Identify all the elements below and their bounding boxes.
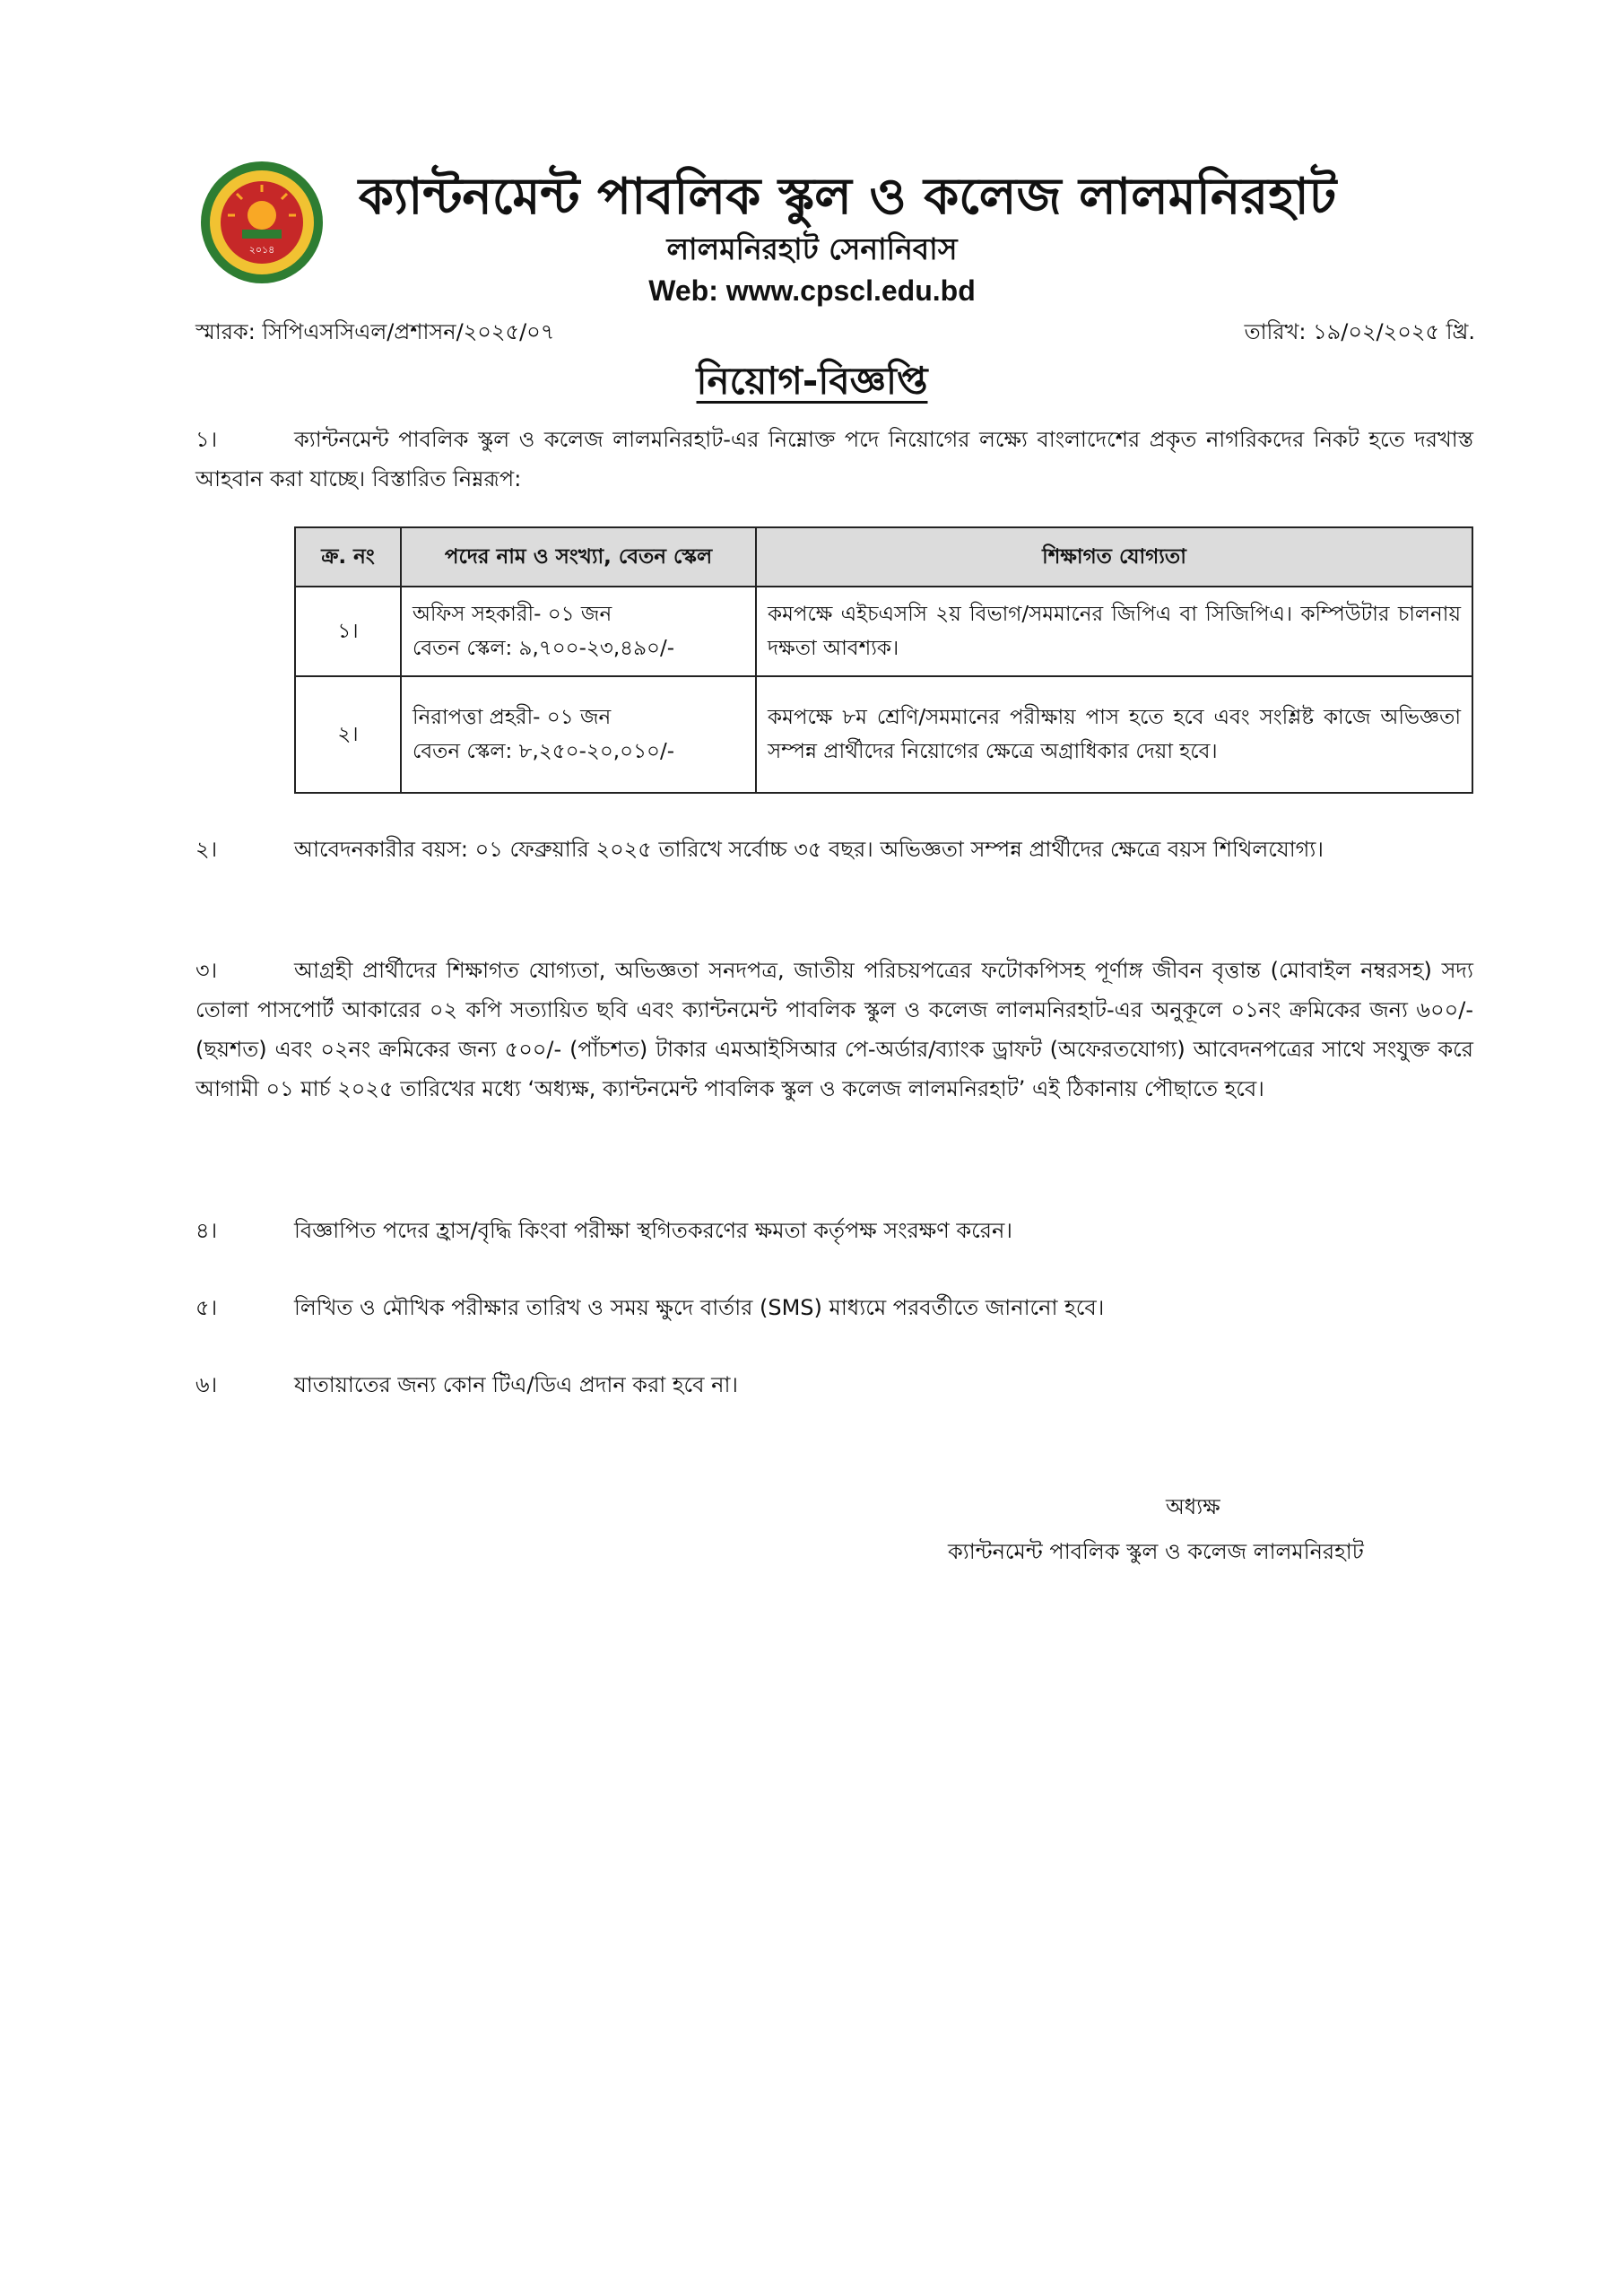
post-name: নিরাপত্তা প্রহরী- ০১ জন — [413, 706, 612, 729]
notice-date: তারিখ: ১৯/০২/২০২৫ খ্রি. — [1244, 319, 1475, 344]
paragraph-number: ১। — [195, 427, 218, 452]
paragraph-text: আগ্রহী প্রার্থীদের শিক্ষাগত যোগ্যতা, অভিজ্ঞতা সনদপত্র, জাতীয় পরিচয়পত্রের ফটোকপিসহ পূর্ণাঙ্গ জীবন বৃত্তান্ত (মোবাইল নম্বরসহ) সদ্য তোলা পাসপোর্ট আকারের ০২ কপি সত্যায়িত ছবি এবং ক্যান্টনমেন্ট পাবলিক স্কুল ও কলেজ লালমনিরহাট-এর অনুকূলে ০১নং ক্রমিকের জন্য ৬০০/- (ছয়শত) এবং ০২নং ক্রমিকের জন্য ৫০০/- (পাঁচশত) টাকার এমআইসিআর পে-অর্ডার/ব্যাংক ড্রাফট (অফেরতযোগ্য) আবেদনপত্রের সাথে সংযুক্ত করে আগামী ০১ মার্চ ২০২৫ তারিখের মধ্যে ‘অধ্যক্ষ, ক্যান্টনমেন্ট পাবলিক স্কুল ও কলেজ লালমনিরহাট’ এই ঠিকানায় পৌছাতে হবে। — [195, 958, 1473, 1101]
paragraph-4 — [195, 1211, 1012, 1250]
row-serial: ২। — [295, 676, 401, 793]
notice-title: নিয়োগ-বিজ্ঞপ্তি — [696, 359, 928, 403]
post-name: অফিস সহকারী- ০১ জন — [413, 603, 612, 626]
memo-number: স্মারক: সিপিএসসিএল/প্রশাসন/২০২৫/০৭ — [195, 319, 555, 344]
paragraph-number: ৩। — [195, 958, 218, 983]
paragraph-5 — [195, 1288, 1104, 1327]
signatory-organization: ক্যান্টনমেন্ট পাবলিক স্কুল ও কলেজ লালমনিরহাট — [948, 1539, 1364, 1564]
cantonment-name: লালমনিরহাট সেনানিবাস — [666, 231, 958, 266]
paragraph-3 — [195, 951, 1473, 1109]
table-row — [295, 676, 1472, 793]
paragraph-text: আবেদনকারীর বয়স: ০১ ফেব্রুয়ারি ২০২৫ তারিখে সর্বোচ্চ ৩৫ বছর। অভিজ্ঞতা সম্পন্ন প্রার্থীদের ক্ষেত্রে বয়স শিথিলযোগ্য। — [294, 837, 1324, 862]
paragraph-number: ২। — [195, 837, 218, 862]
signatory-title: অধ্যক্ষ — [1166, 1494, 1220, 1519]
table-row — [295, 587, 1472, 676]
notice-title-wrapper — [0, 352, 1624, 415]
logo-year: ২০১৪ — [248, 244, 275, 256]
pay-scale: বেতন স্কেল: ৯,৭০০-২৩,৪৯০/- — [413, 637, 674, 660]
header-serial: ক্র. নং — [295, 527, 401, 587]
paragraph-text: যাতায়াতের জন্য কোন টিএ/ডিএ প্রদান করা হবে না। — [294, 1372, 738, 1397]
row-post — [401, 676, 756, 793]
paragraph-text: লিখিত ও মৌখিক পরীক্ষার তারিখ ও সময় ক্ষুদে বার্তার (SMS) মাধ্যমে পরবর্তীতে জানানো হবে। — [294, 1295, 1105, 1320]
header-post: পদের নাম ও সংখ্যা, বেতন স্কেল — [401, 527, 756, 587]
paragraph-text: বিজ্ঞাপিত পদের হ্রাস/বৃদ্ধি কিংবা পরীক্ষা স্থগিতকরণের ক্ষমতা কর্তৃপক্ষ সংরক্ষণ করেন। — [294, 1218, 1012, 1243]
row-qualification: কমপক্ষে এইচএসসি ২য় বিভাগ/সমমানের জিপিএ বা সিজিপিএ। কম্পিউটার চালনায় দক্ষতা আবশ্যক। — [756, 587, 1472, 676]
header-qualification: শিক্ষাগত যোগ্যতা — [756, 527, 1472, 587]
pay-scale: বেতন স্কেল: ৮,২৫০-২০,০১০/- — [413, 740, 674, 763]
row-qualification: কমপক্ষে ৮ম শ্রেণি/সমমানের পরীক্ষায় পাস হতে হবে এবং সংশ্লিষ্ট কাজে অভিজ্ঞতা সম্পন্ন প্রার্থীদের নিয়োগের ক্ষেত্রে অগ্রাধিকার দেয়া হবে। — [756, 676, 1472, 793]
paragraph-1 — [195, 420, 1473, 499]
website-address: Web: www.cpscl.edu.bd — [648, 274, 976, 307]
paragraph-number: ৬। — [195, 1372, 218, 1397]
paragraph-text: ক্যান্টনমেন্ট পাবলিক স্কুল ও কলেজ লালমনিরহাট-এর নিম্নোক্ত পদে নিয়োগের লক্ষ্যে বাংলাদেশের প্রকৃত নাগরিকদের নিকট হতে দরখাস্ত আহবান করা যাচ্ছে। বিস্তারিত নিম্নরূপ: — [195, 427, 1473, 491]
vacancy-table — [294, 526, 1473, 794]
paragraph-2 — [195, 830, 1473, 869]
school-name: ক্যান্টনমেন্ট পাবলিক স্কুল ও কলেজ লালমনিরহাট — [358, 168, 1337, 226]
paragraph-number: ৪। — [195, 1218, 218, 1243]
row-post — [401, 587, 756, 676]
paragraph-6 — [195, 1365, 738, 1405]
row-serial: ১। — [295, 587, 401, 676]
table-header-row — [295, 527, 1472, 587]
paragraph-number: ৫। — [195, 1295, 218, 1320]
